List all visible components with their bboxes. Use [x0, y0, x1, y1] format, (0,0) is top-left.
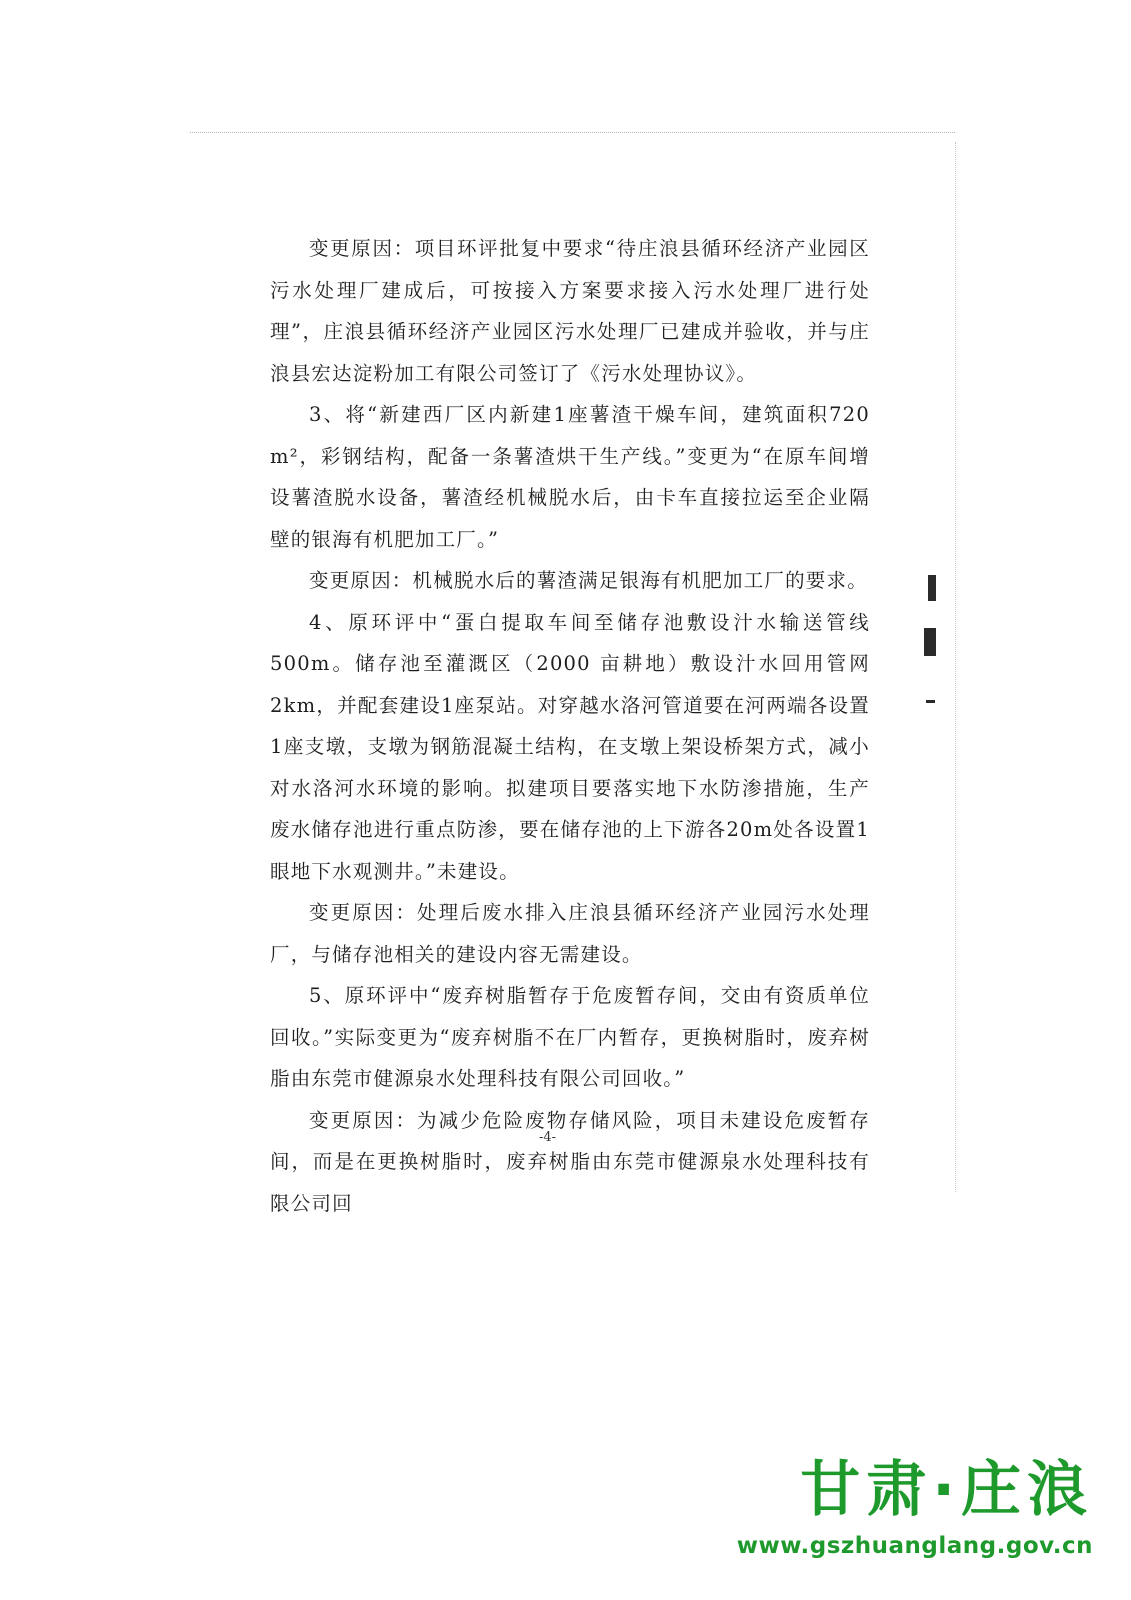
scan-edge-mark [924, 628, 936, 656]
paragraph-7: 变更原因：为减少危险废物存储风险，项目未建设危废暂存间，而是在更换树脂时，废弃树脂由东莞市健源泉水处理科技有限公司回 [270, 1108, 870, 1215]
watermark-title: 甘肃·庄浪 [800, 1455, 1093, 1525]
paragraph-5: 变更原因：处理后废水排入庄浪县循环经济产业园污水处理厂，与储存池相关的建设内容无需建设。 [270, 901, 870, 966]
paragraph-4: 4、原环评中“蛋白提取车间至储存池敷设汁水输送管线 500m。储存池至灌溉区（2000 亩耕地）敷设汁水回用管网 2km，并配套建设1座泵站。对穿越水洛河管道要在河两端各设置1座支墩，支墩为钢筋混凝土结构，在支墩上架设桥架方式，减小对水洛河水环境的影响。拟建项目要落实地下水防渗措施，生产废水储存池进行重点防渗，要在储存池的上下游各20m处各设置1眼地下水观测井。”未建设。 [270, 610, 870, 883]
paragraph-1: 变更原因：项目环评批复中要求“待庄浪县循环经济产业园区污水处理厂建成后，可按接入方案要求接入污水处理厂进行处理”，庄浪县循环经济产业园区污水处理厂已建成并验收，并与庄浪县宏达淀粉加工有限公司签订了《污水处理协议》。 [270, 237, 870, 385]
document-body [270, 228, 870, 1224]
scan-edge-mark [928, 575, 936, 601]
page-number: -4- [538, 1130, 557, 1145]
site-watermark [737, 1455, 1093, 1561]
scan-edge-mark [926, 700, 935, 703]
watermark-url: www.gszhuanglang.gov.cn [736, 1533, 1093, 1559]
scan-top-edge [190, 132, 955, 133]
scan-right-edge [955, 142, 956, 1192]
paragraph-3: 变更原因：机械脱水后的薯渣满足银海有机肥加工厂的要求。 [309, 569, 868, 592]
paragraph-6: 5、原环评中“废弃树脂暂存于危废暂存间，交由有资质单位回收。”实际变更为“废弃树脂不在厂内暂存，更换树脂时，废弃树脂由东莞市健源泉水处理科技有限公司回收。” [270, 984, 870, 1090]
paragraph-2: 3、将“新建西厂区内新建1座薯渣干燥车间，建筑面积720 m²，彩钢结构，配备一条薯渣烘干生产线。”变更为“在原车间增设薯渣脱水设备，薯渣经机械脱水后，由卡车直接拉运至企业隔壁的银海有机肥加工厂。” [270, 403, 870, 551]
